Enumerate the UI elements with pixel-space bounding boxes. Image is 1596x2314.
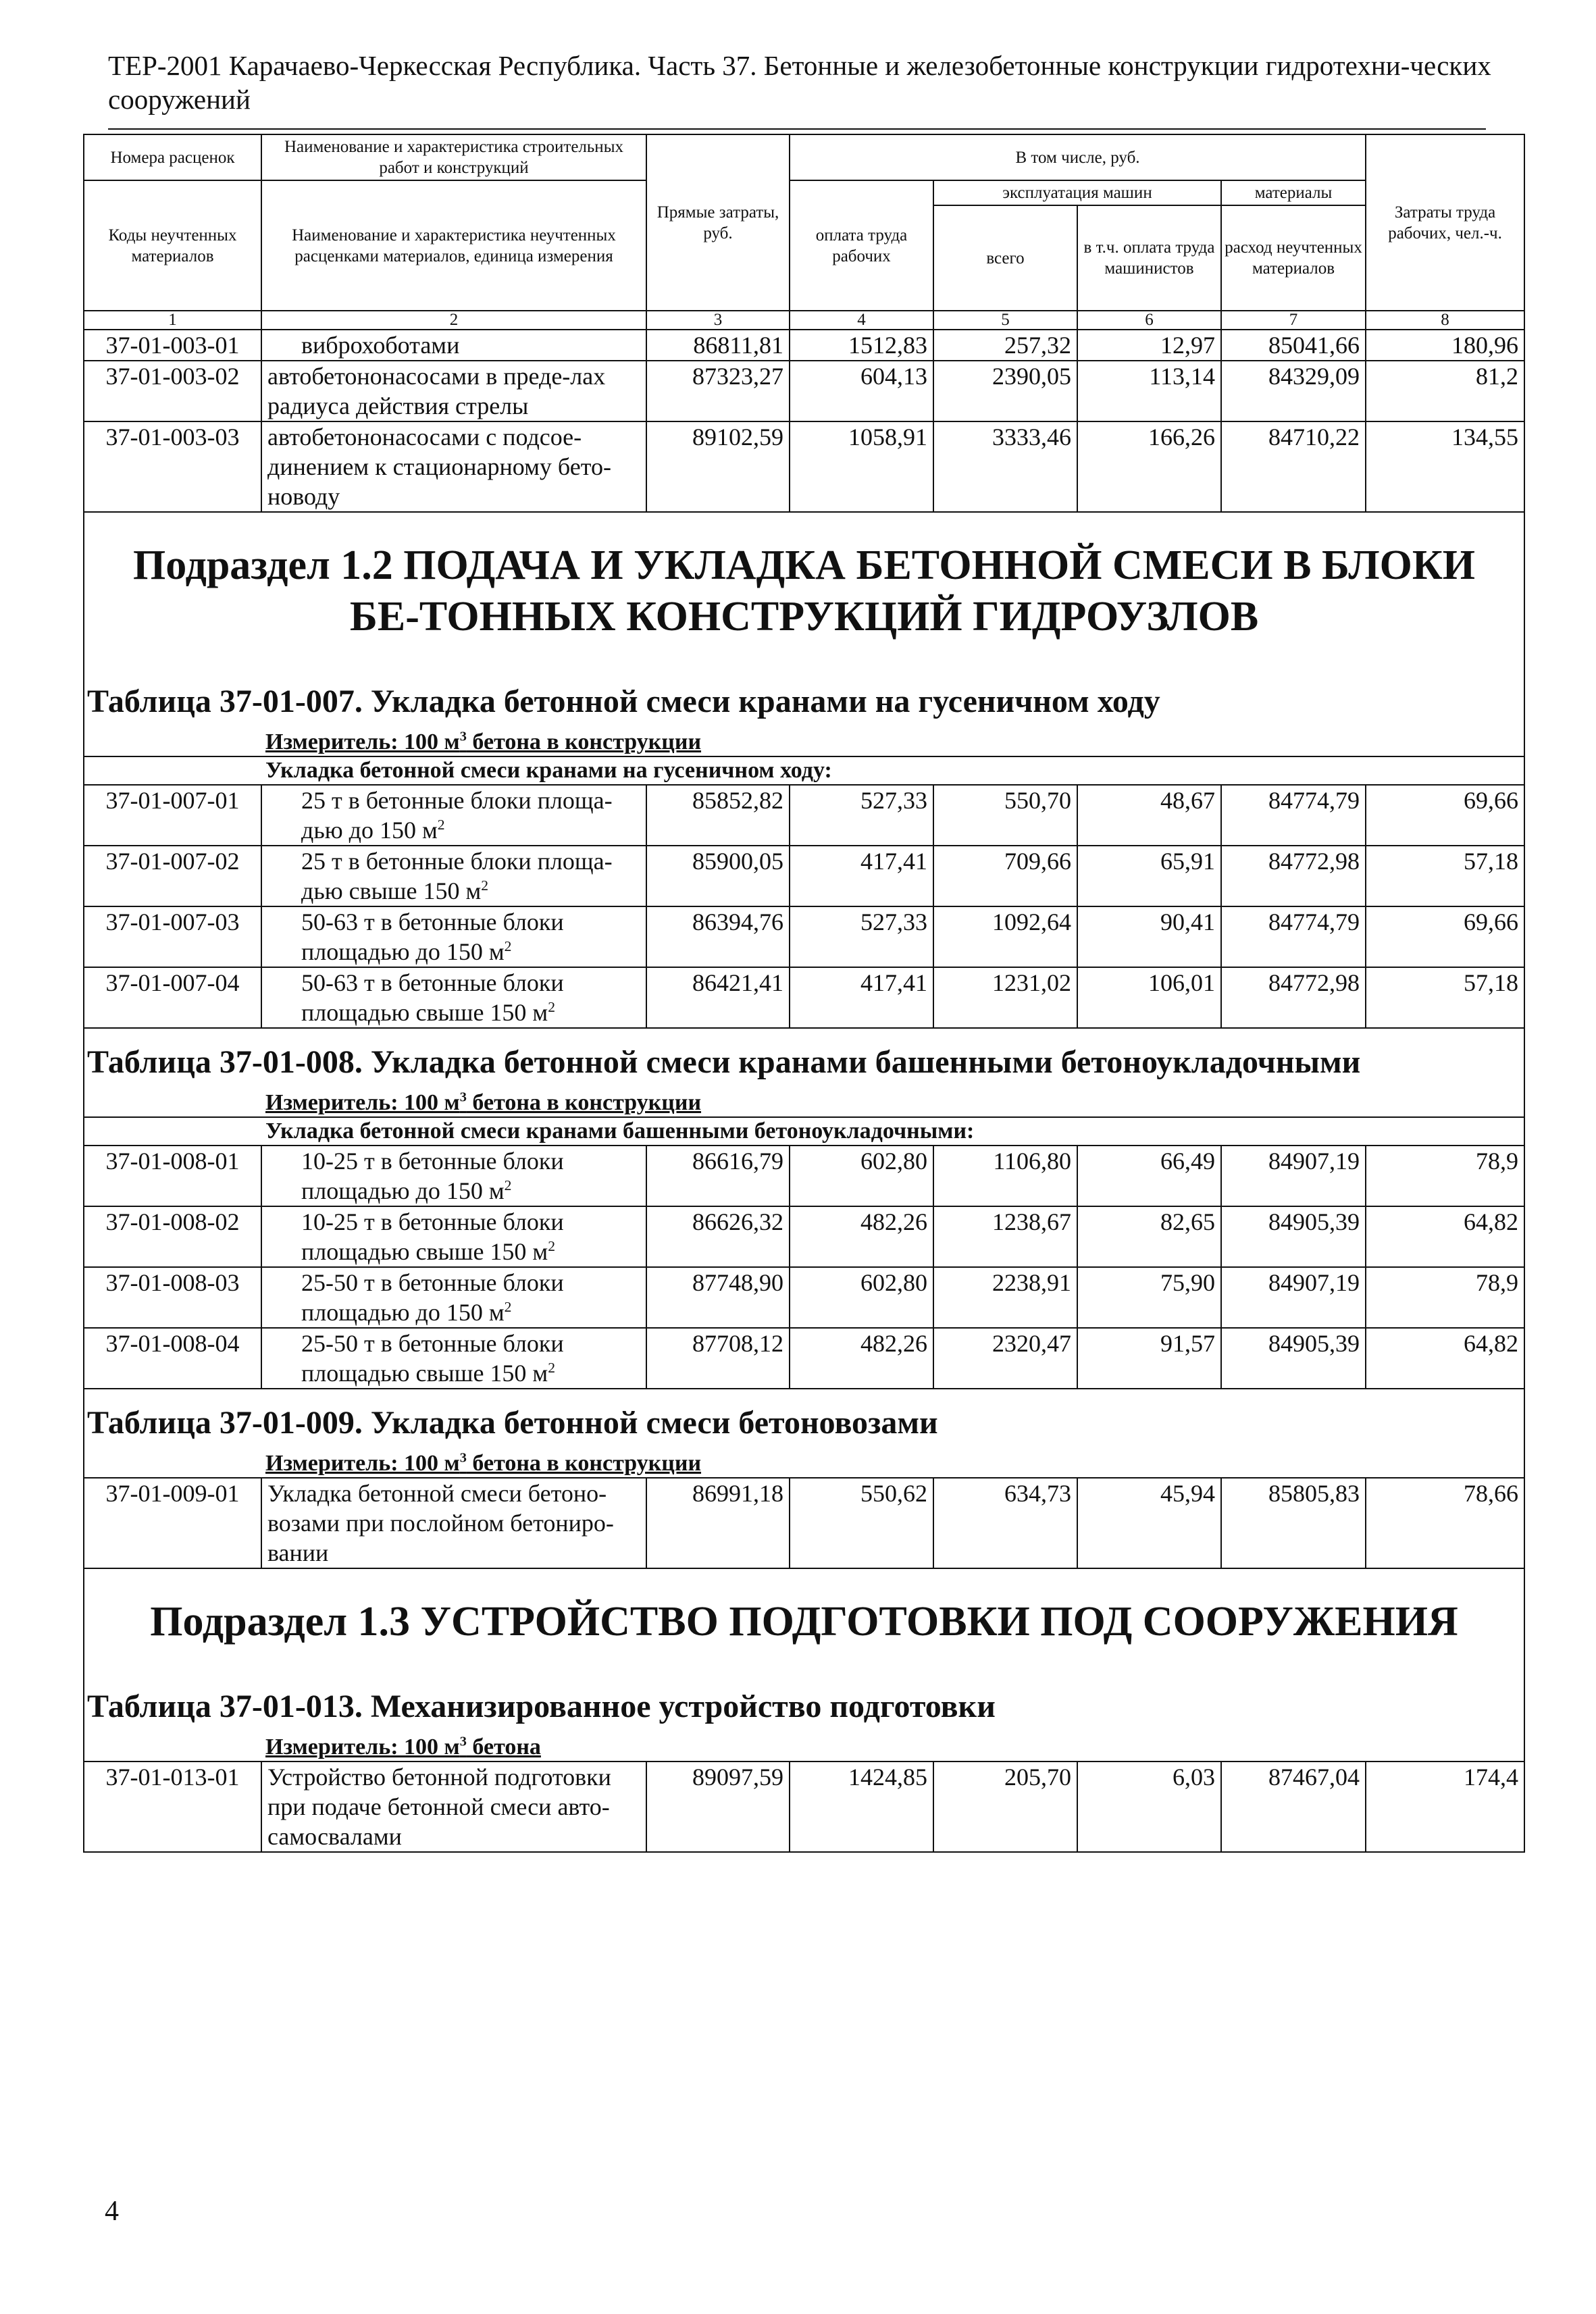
direct-cost: 86811,81 [646,330,790,361]
materials-cost: 84907,19 [1221,1267,1366,1328]
labor-pay: 527,33 [790,785,933,846]
rate-name: 50-63 т в бетонные блоки площадью свыше 150 $м^2$ [261,967,646,1028]
labor-pay: 604,13 [790,361,933,421]
direct-cost: 86394,76 [646,906,790,967]
machinist-pay: 12,97 [1077,330,1221,361]
machines-total: 1092,64 [933,906,1077,967]
col2-top-header: Наименование и характеристика строительных работ и конструкций [261,134,646,180]
rate-name: 10-25 т в бетонные блоки площадью до 150 $м^2$ [261,1146,646,1206]
machines-total: 1231,02 [933,967,1077,1028]
labor-cost-header: Затраты труда рабочих, чел.-ч. [1366,134,1524,311]
materials-header: материалы [1221,180,1366,205]
machinist-pay: 90,41 [1077,906,1221,967]
labor-pay: 550,62 [790,1478,933,1568]
direct-cost: 89097,59 [646,1762,790,1852]
column-number: 2 [261,311,646,330]
column-number: 7 [1221,311,1366,330]
direct-cost: 89102,59 [646,421,790,512]
table-row [84,906,1524,967]
machinist-pay: 66,49 [1077,1146,1221,1206]
labor-pay: 482,26 [790,1328,933,1389]
labor-hours: 78,66 [1366,1478,1524,1568]
table-row [84,1267,1524,1328]
direct-cost: 87748,90 [646,1267,790,1328]
table-013-measure: Измеритель: 100 $м^3$ бетона [84,1728,1524,1762]
labor-pay-header: оплата труда рабочих [790,180,933,311]
machines-total: 634,73 [933,1478,1077,1568]
labor-pay: 527,33 [790,906,933,967]
table-007-measure: Измеритель: 100 $м^3$ бетона в конструкции [84,723,1524,756]
table-row [84,421,1524,512]
labor-pay: 417,41 [790,967,933,1028]
table-009-measure: Измеритель: 100 $м^3$ бетона в конструкции [84,1445,1524,1478]
machines-total: 709,66 [933,846,1077,906]
machines-total: 257,32 [933,330,1077,361]
labor-pay: 1424,85 [790,1762,933,1852]
labor-hours: 64,82 [1366,1206,1524,1267]
labor-hours: 180,96 [1366,330,1524,361]
rate-name: 25-50 т в бетонные блоки площадью до 150 $м^2$ [261,1267,646,1328]
col1-top-header: Номера расценок [84,134,261,180]
machines-total: 2320,47 [933,1328,1077,1389]
labor-pay: 602,80 [790,1267,933,1328]
rates-table [83,134,1525,1853]
materials-cost: 87467,04 [1221,1762,1366,1852]
direct-cost: 86421,41 [646,967,790,1028]
machines-header: эксплуатация машин [933,180,1221,205]
rate-code: 37-01-008-03 [84,1267,261,1328]
materials-cost: 84907,19 [1221,1146,1366,1206]
materials-cost: 84774,79 [1221,906,1366,967]
machinist-pay: 106,01 [1077,967,1221,1028]
machinist-pay: 48,67 [1077,785,1221,846]
materials-cost: 84905,39 [1221,1328,1366,1389]
direct-cost: 85852,82 [646,785,790,846]
materials-cost: 84710,22 [1221,421,1366,512]
table-008-subtitle: Укладка бетонной смеси кранами башенными бетоноукладочными: [84,1117,1524,1146]
table-row [84,967,1524,1028]
labor-hours: 174,4 [1366,1762,1524,1852]
labor-pay: 602,80 [790,1146,933,1206]
materials-cost: 84772,98 [1221,846,1366,906]
table-row [84,1762,1524,1852]
table-row [84,1328,1524,1389]
machinist-pay: 113,14 [1077,361,1221,421]
materials-cost: 85805,83 [1221,1478,1366,1568]
column-number: 4 [790,311,933,330]
column-number: 5 [933,311,1077,330]
col1-bottom-header: Коды неучтенных материалов [84,180,261,311]
machines-total: 2390,05 [933,361,1077,421]
table-008-measure: Измеритель: 100 $м^3$ бетона в конструкции [84,1084,1524,1117]
labor-hours: 57,18 [1366,967,1524,1028]
rate-code: 37-01-007-01 [84,785,261,846]
direct-cost: 87708,12 [646,1328,790,1389]
labor-pay: 1058,91 [790,421,933,512]
page-header: ТЕР-2001 Карачаево-Черкесская Республика. Часть 37. Бетонные и железобетонные конструкции гидротехни-ческих сооружений [108,50,1491,115]
table-008-title: Таблица 37-01-008. Укладка бетонной смеси кранами башенными бетоноукладочными [84,1028,1524,1084]
direct-cost: 86616,79 [646,1146,790,1206]
machinist-pay: 45,94 [1077,1478,1221,1568]
rate-code: 37-01-013-01 [84,1762,261,1852]
header-rule [108,128,1486,130]
rate-code: 37-01-008-02 [84,1206,261,1267]
machinist-pay: 166,26 [1077,421,1221,512]
machines-total: 1238,67 [933,1206,1077,1267]
machinist-pay: 6,03 [1077,1762,1221,1852]
rate-name: 25 т в бетонные блоки площа-дью до 150 $м^2$ [261,785,646,846]
machines-total: 205,70 [933,1762,1077,1852]
table-009-title: Таблица 37-01-009. Укладка бетонной смеси бетоновозами [84,1389,1524,1445]
rate-code: 37-01-007-03 [84,906,261,967]
rate-code: 37-01-003-02 [84,361,261,421]
rate-name: 25-50 т в бетонные блоки площадью свыше 150 $м^2$ [261,1328,646,1389]
direct-cost: 86626,32 [646,1206,790,1267]
machinist-pay-header: в т.ч. оплата труда машинистов [1077,205,1221,311]
rate-code: 37-01-003-03 [84,421,261,512]
rate-code: 37-01-003-01 [84,330,261,361]
table-007-subtitle: Укладка бетонной смеси кранами на гусеничном ходу: [84,756,1524,785]
direct-cost: 85900,05 [646,846,790,906]
column-number: 8 [1366,311,1524,330]
table-row [84,1146,1524,1206]
materials-cost: 84905,39 [1221,1206,1366,1267]
materials-unaccounted-header: расход неучтенных материалов [1221,205,1366,311]
rate-name: Укладка бетонной смеси бетоно-возами при послойном бетониро-вании [261,1478,646,1568]
section-1-2-title: Подраздел 1.2 ПОДАЧА И УКЛАДКА БЕТОННОЙ СМЕСИ В БЛОКИ БЕ-ТОННЫХ КОНСТРУКЦИЙ ГИДРОУЗЛОВ [84,512,1524,668]
rate-code: 37-01-008-04 [84,1328,261,1389]
direct-cost: 86991,18 [646,1478,790,1568]
direct-cost: 87323,27 [646,361,790,421]
rate-name: 50-63 т в бетонные блоки площадью до 150 $м^2$ [261,906,646,967]
labor-hours: 78,9 [1366,1146,1524,1206]
labor-hours: 134,55 [1366,421,1524,512]
labor-hours: 69,66 [1366,906,1524,967]
rate-code: 37-01-009-01 [84,1478,261,1568]
labor-hours: 57,18 [1366,846,1524,906]
page-number: 4 [105,2196,119,2227]
rate-code: 37-01-008-01 [84,1146,261,1206]
labor-pay: 417,41 [790,846,933,906]
materials-cost: 84774,79 [1221,785,1366,846]
rate-name: 25 т в бетонные блоки площа-дью свыше 150 $м^2$ [261,846,646,906]
materials-cost: 84772,98 [1221,967,1366,1028]
rate-code: 37-01-007-04 [84,967,261,1028]
table-row [84,361,1524,421]
labor-hours: 78,9 [1366,1267,1524,1328]
table-row [84,1478,1524,1568]
table-007-title: Таблица 37-01-007. Укладка бетонной смеси кранами на гусеничном ходу [84,668,1524,723]
rate-name: 10-25 т в бетонные блоки площадью свыше 150 $м^2$ [261,1206,646,1267]
rate-name: Устройство бетонной подготовки при подаче бетонной смеси авто-самосвалами [261,1762,646,1852]
direct-cost-header: Прямые затраты, руб. [646,134,790,311]
rate-code: 37-01-007-02 [84,846,261,906]
table-row [84,1206,1524,1267]
materials-cost: 85041,66 [1221,330,1366,361]
table-row [84,785,1524,846]
rate-name: автобетононасосами в преде-лах радиуса действия стрелы [261,361,646,421]
rate-name: виброхоботами [261,330,646,361]
machinist-pay: 65,91 [1077,846,1221,906]
table-row [84,330,1524,361]
machinist-pay: 82,65 [1077,1206,1221,1267]
machinist-pay: 91,57 [1077,1328,1221,1389]
labor-pay: 1512,83 [790,330,933,361]
labor-hours: 81,2 [1366,361,1524,421]
including-header: В том числе, руб. [790,134,1366,180]
section-1-3-title: Подраздел 1.3 УСТРОЙСТВО ПОДГОТОВКИ ПОД СООРУЖЕНИЯ [84,1568,1524,1673]
machines-total: 2238,91 [933,1267,1077,1328]
machines-total: 550,70 [933,785,1077,846]
rate-name: автобетононасосами с подсое-динением к стационарному бето-новоду [261,421,646,512]
table-row [84,846,1524,906]
materials-cost: 84329,09 [1221,361,1366,421]
col2-bottom-header: Наименование и характеристика неучтенных расценками материалов, единица измерения [261,180,646,311]
machinist-pay: 75,90 [1077,1267,1221,1328]
column-number: 6 [1077,311,1221,330]
column-number: 1 [84,311,261,330]
machines-total: 1106,80 [933,1146,1077,1206]
machines-total-header: всего [933,205,1077,311]
labor-hours: 64,82 [1366,1328,1524,1389]
labor-pay: 482,26 [790,1206,933,1267]
labor-hours: 69,66 [1366,785,1524,846]
machines-total: 3333,46 [933,421,1077,512]
column-number: 3 [646,311,790,330]
table-013-title: Таблица 37-01-013. Механизированное устройство подготовки [84,1673,1524,1728]
